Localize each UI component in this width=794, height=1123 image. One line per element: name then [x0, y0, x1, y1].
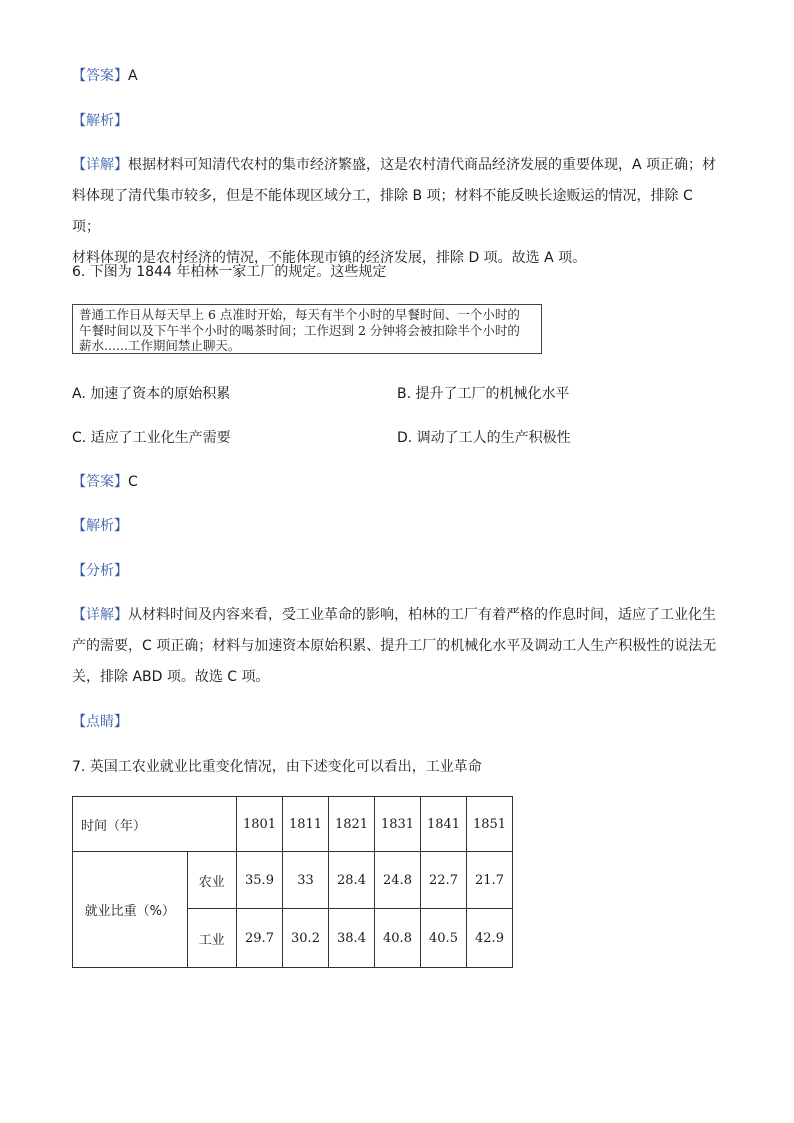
- detail-tag: 【详解】: [72, 607, 128, 623]
- value-cell: 30.2: [283, 909, 329, 968]
- quote-line: 午餐时间以及下午半个小时的喝茶时间；工作迟到 2 分钟将会被扣除半个小时的: [79, 322, 520, 338]
- analysis-heading: [72, 516, 128, 536]
- year-cell: 1801: [237, 797, 283, 852]
- row-label: 农业: [187, 852, 236, 909]
- value-cell: 29.7: [237, 909, 283, 968]
- detail-paragraph: [72, 600, 724, 693]
- year-cell: 1821: [329, 797, 375, 852]
- year-cell: 1811: [283, 797, 329, 852]
- detail-paragraph: [72, 150, 724, 274]
- value-cell: 28.4: [329, 852, 375, 909]
- answer-value: A: [128, 68, 138, 84]
- detail-line-1: 【详解】根据材料可知清代农村的集市经济繁盛，这是农村清代商品经济发展的重要体现，A 项正确；材: [72, 157, 717, 173]
- option-a: A. 加速了资本的原始积累: [72, 386, 231, 402]
- option-d: D. 调动了工人的生产积极性: [397, 430, 571, 446]
- dianjing-tag: 【点睛】: [72, 714, 128, 730]
- answer-value: C: [128, 474, 138, 490]
- value-cell: 24.8: [375, 852, 421, 909]
- value-cell: 40.8: [375, 909, 421, 968]
- value-cell: 38.4: [329, 909, 375, 968]
- value-cell: 42.9: [467, 909, 513, 968]
- analysis-tag: 【解析】: [72, 113, 128, 129]
- answer-tag: 【答案】: [72, 474, 128, 490]
- quote-line: 薪水......工作期间禁止聊天。: [79, 338, 241, 353]
- detail-line-3: 材料体现的是农村经济的情况，不能体现市镇的经济发展，排除 D 项。故选 A 项。: [72, 250, 587, 266]
- detail-tag: 【详解】: [72, 157, 128, 173]
- fenxi-heading: [72, 561, 128, 581]
- detail-line-2: 产的需要，C 项正确；材料与加速资本原始积累、提升工厂的机械化水平及调动工人生产积极性的说法无: [72, 638, 717, 654]
- value-cell: 40.5: [421, 909, 467, 968]
- answer-line: [72, 472, 138, 492]
- employment-table: [72, 796, 513, 968]
- fenxi-tag: 【分析】: [72, 563, 128, 579]
- year-cell: 1831: [375, 797, 421, 852]
- table-row: [73, 852, 513, 909]
- value-cell: 33: [283, 852, 329, 909]
- year-cell: 1851: [467, 797, 513, 852]
- value-cell: 21.7: [467, 852, 513, 909]
- option-c: C. 适应了工业化生产需要: [72, 430, 231, 446]
- detail-line-1: 【详解】从材料时间及内容来看，受工业革命的影响，柏林的工厂有着严格的作息时间，适应了工业化生: [72, 607, 716, 623]
- row-label: 工业: [187, 909, 236, 968]
- analysis-tag: 【解析】: [72, 518, 128, 534]
- detail-line-3: 关，排除 ABD 项。故选 C 项。: [72, 669, 270, 685]
- option-b: B. 提升了工厂的机械化水平: [397, 386, 570, 402]
- value-cell: 22.7: [421, 852, 467, 909]
- analysis-heading: [72, 111, 128, 131]
- group-label: 就业比重（%）: [73, 852, 188, 968]
- answer-tag: 【答案】: [72, 68, 128, 84]
- table-header-row: [73, 797, 513, 852]
- year-header: 时间（年）: [73, 797, 237, 852]
- factory-rules-quote: [72, 304, 542, 354]
- question-7-stem: 7. 英国工农业就业比重变化情况，由下述变化可以看出，工业革命: [72, 759, 482, 775]
- year-cell: 1841: [421, 797, 467, 852]
- value-cell: 35.9: [237, 852, 283, 909]
- answer-line: [72, 66, 138, 86]
- question-6-stem: 6. 下图为 1844 年柏林一家工厂的规定。这些规定: [72, 264, 387, 280]
- quote-line: 普通工作日从每天早上 6 点准时开始，每天有半个小时的早餐时间、一个小时的: [79, 307, 520, 322]
- detail-line-2: 料体现了清代集市较多，但是不能体现区域分工，排除 B 项；材料不能反映长途贩运的情况，排除 C 项；: [72, 188, 693, 235]
- dianjing-heading: [72, 712, 128, 732]
